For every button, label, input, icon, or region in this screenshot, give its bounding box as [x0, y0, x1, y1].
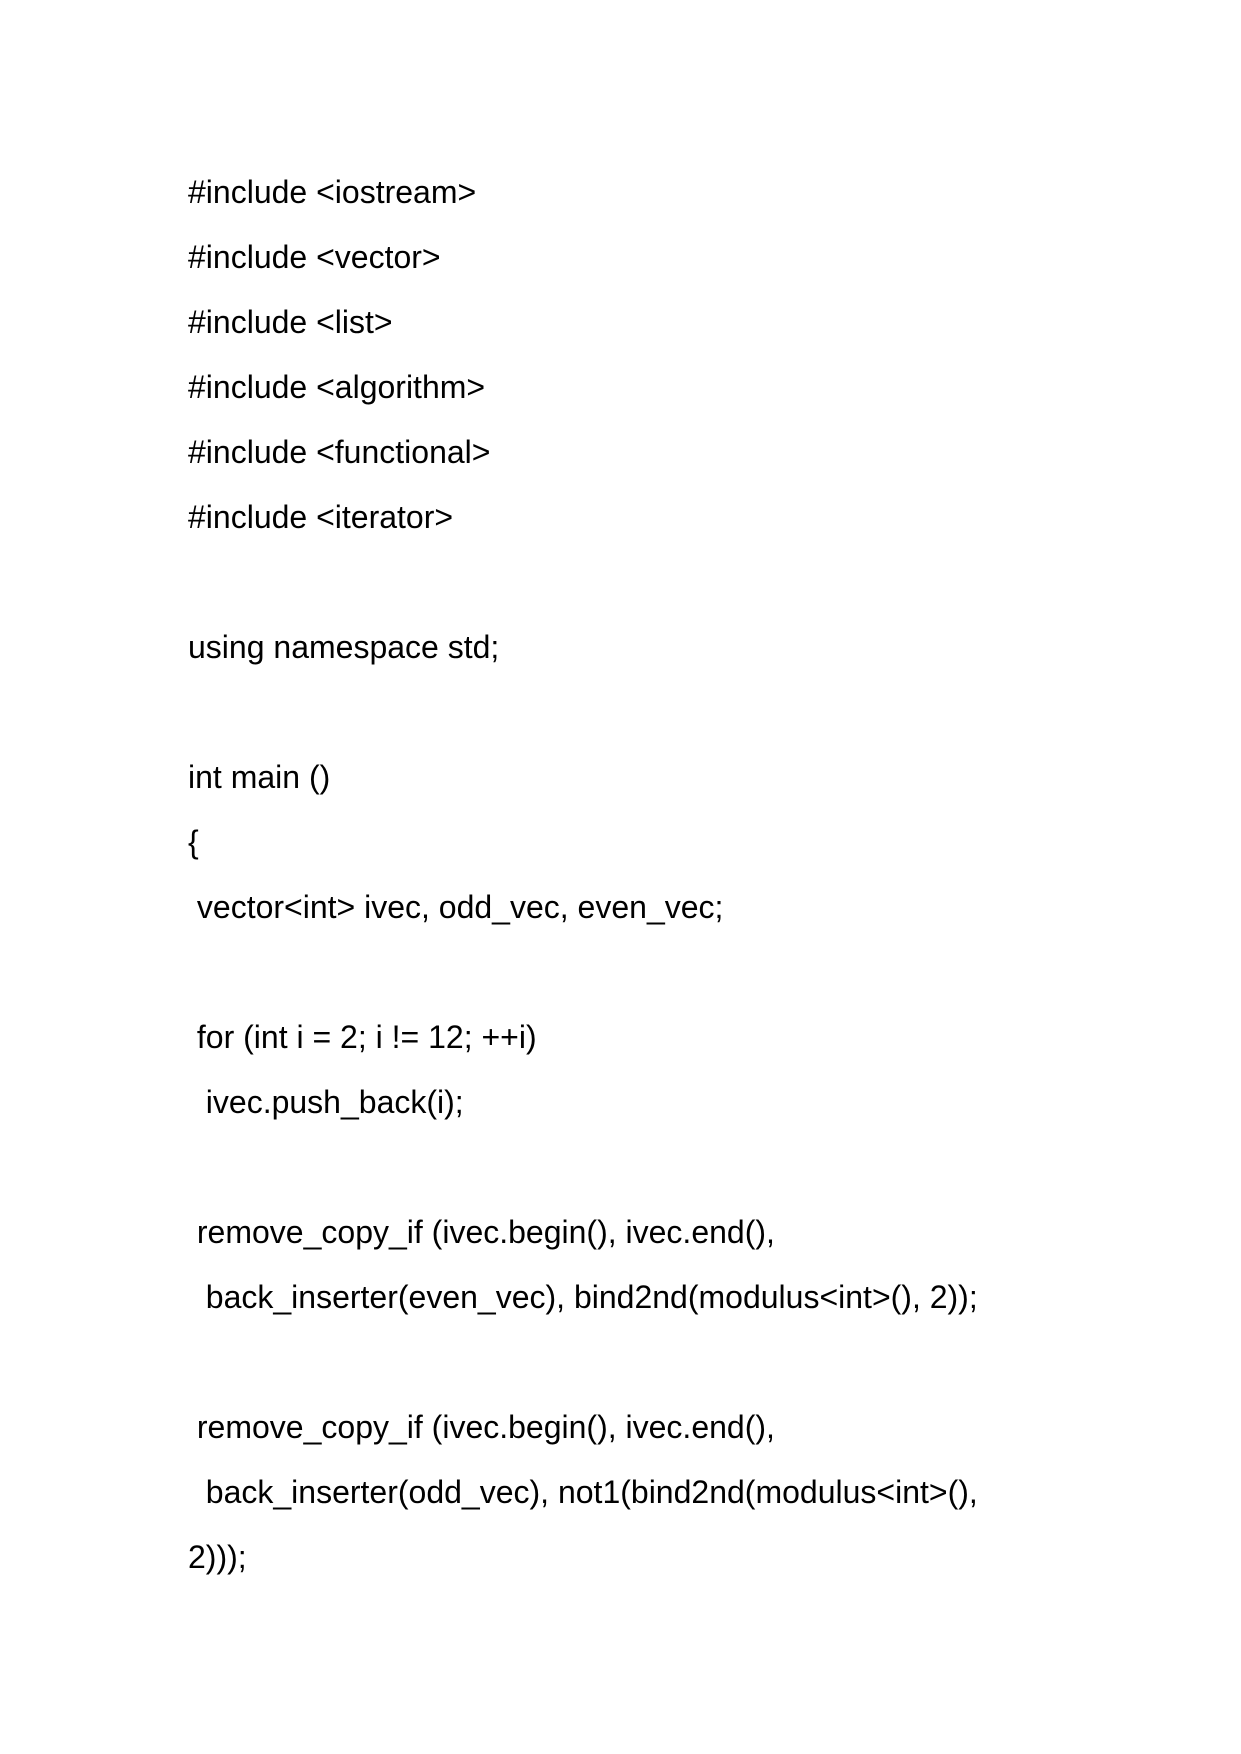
code-line-7: [188, 550, 1068, 615]
code-line-17: remove_copy_if (ivec.begin(), ivec.end(),: [188, 1214, 775, 1250]
code-line-2: #include <vector>: [188, 239, 441, 275]
code-line-18: back_inserter(even_vec), bind2nd(modulus<int>(), 2));: [188, 1279, 978, 1315]
code-line-12: vector<int> ivec, odd_vec, even_vec;: [188, 889, 724, 925]
code-line-3: #include <list>: [188, 304, 393, 340]
code-line-19: [188, 1330, 1068, 1395]
code-line-15: ivec.push_back(i);: [188, 1084, 464, 1120]
code-line-5: #include <functional>: [188, 434, 491, 470]
code-line-9: [188, 680, 1068, 745]
code-line-10: int main (): [188, 759, 331, 795]
code-line-16: [188, 1135, 1068, 1200]
code-line-4: #include <algorithm>: [188, 369, 486, 405]
code-line-22: 2)));: [188, 1539, 247, 1575]
code-line-13: [188, 940, 1068, 1005]
code-line-11: {: [188, 824, 199, 860]
code-listing: [188, 160, 1068, 1590]
code-line-14: for (int i = 2; i != 12; ++i): [188, 1019, 537, 1055]
code-line-20: remove_copy_if (ivec.begin(), ivec.end(),: [188, 1409, 775, 1445]
code-line-6: #include <iterator>: [188, 499, 454, 535]
code-line-21: back_inserter(odd_vec), not1(bind2nd(modulus<int>(),: [188, 1474, 978, 1510]
code-line-8: using namespace std;: [188, 629, 500, 665]
code-line-1: #include <iostream>: [188, 174, 477, 210]
